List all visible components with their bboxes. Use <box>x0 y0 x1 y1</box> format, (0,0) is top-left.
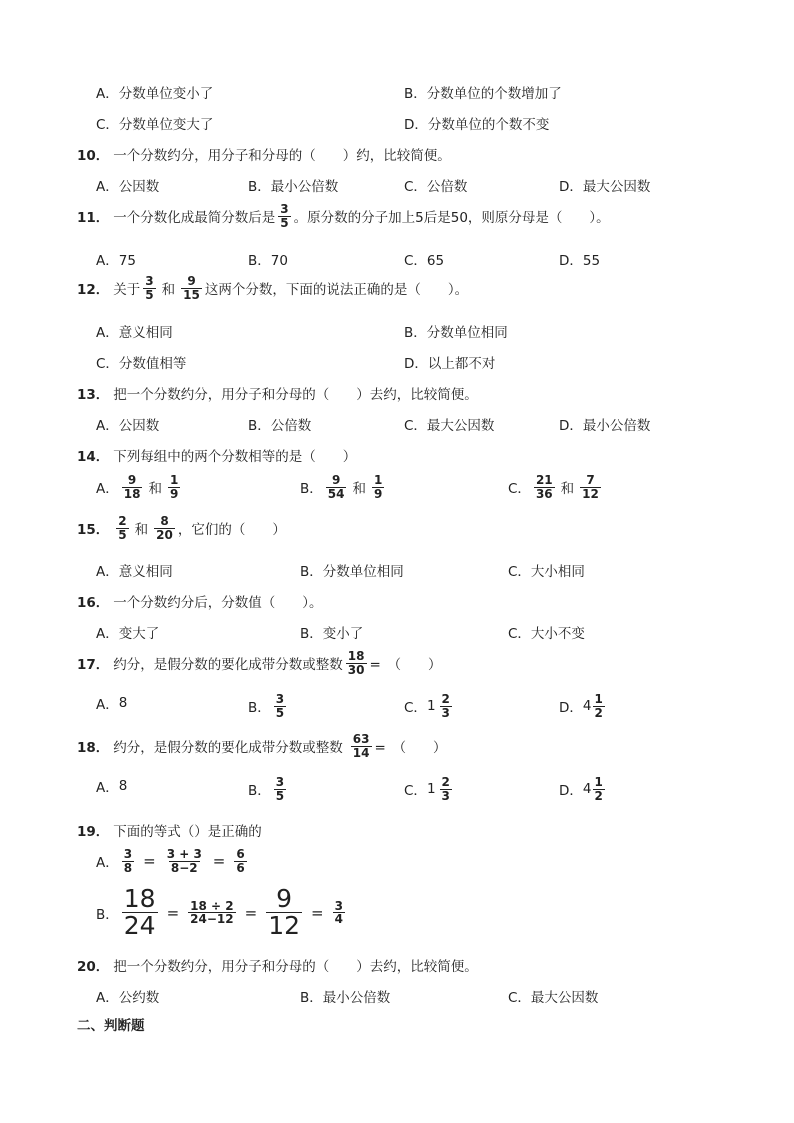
q16-option-c[interactable] <box>508 622 585 642</box>
option-text: B．分数单位相同 <box>300 564 404 580</box>
q10-option-c[interactable] <box>404 175 467 195</box>
q18-option-d[interactable] <box>559 776 608 802</box>
q14-option-a[interactable] <box>96 474 183 500</box>
fraction: $\frac{2}{5}$ <box>118 514 127 542</box>
option-text: A．变大了 <box>96 626 160 642</box>
q12-option-d[interactable] <box>404 352 495 372</box>
question-12 <box>77 275 468 301</box>
question-text-post: 这两个分数，下面的说法正确的是（ ）。 <box>204 282 469 299</box>
option-text: C．65 <box>404 253 445 269</box>
option-text: C．最大公因数 <box>508 990 599 1006</box>
q10-option-b[interactable] <box>248 175 338 195</box>
question-16 <box>77 591 323 611</box>
q18-option-c[interactable] <box>404 776 455 802</box>
option-text: D．以上都不对 <box>404 356 496 372</box>
q14-option-b[interactable] <box>300 474 387 500</box>
question-11 <box>77 203 610 229</box>
question-number: 15． <box>77 522 110 539</box>
question-text: 一个分数约分，用分子和分母的（ ）约，比较简便。 <box>113 148 451 164</box>
fraction: $\frac{3}{5}$ <box>275 775 285 803</box>
option-text: D．分数单位的个数不变 <box>404 117 550 133</box>
option-label: B． <box>96 906 119 923</box>
option-text: A．公约数 <box>96 990 160 1006</box>
option-text: C．最大公因数 <box>404 418 495 434</box>
q12-option-c[interactable] <box>96 352 186 372</box>
equals-sign: = <box>212 852 226 871</box>
mixed-whole: 1 <box>426 698 436 715</box>
q10-option-d[interactable] <box>559 175 650 195</box>
q19-option-a[interactable] <box>96 848 250 874</box>
equals-sign: = <box>166 903 180 922</box>
and-text: 和 <box>161 282 176 299</box>
fraction: $\frac{9}{18}$ <box>123 473 141 501</box>
question-number: 19． <box>77 824 110 840</box>
question-number: 16． <box>77 595 110 611</box>
q20-option-a[interactable] <box>96 986 159 1006</box>
option-text: C．大小不变 <box>508 626 585 642</box>
question-text: 一个分数约分后，分数值（ ）。 <box>113 595 323 611</box>
question-text-post: 。原分数的分子加上5后是50，则原分母是（ ）。 <box>293 210 610 227</box>
equals-sign: = <box>244 903 258 922</box>
q18-option-a[interactable] <box>96 776 127 796</box>
option-label: C． <box>508 481 531 498</box>
question-text: 关于 <box>113 282 141 299</box>
question-19 <box>77 820 262 840</box>
question-text-post: = （ ） <box>374 740 447 757</box>
fraction: $\frac{3 + 3}{8-2}$ <box>166 847 202 875</box>
option-text: C．分数单位变大了 <box>96 117 214 133</box>
q10-option-a[interactable] <box>96 175 159 195</box>
question-17 <box>77 650 442 676</box>
option-label: D． <box>559 700 583 717</box>
q17-option-a[interactable] <box>96 693 127 713</box>
and-text: 和 <box>148 481 162 498</box>
q12-option-b[interactable] <box>404 321 508 341</box>
q16-option-a[interactable] <box>96 622 159 642</box>
option-text: A．75 <box>96 253 136 269</box>
option-label: C． <box>404 783 427 800</box>
fraction: $\frac{1}{2}$ <box>594 775 603 803</box>
option-text: C．分数值相等 <box>96 356 187 372</box>
question-text: 约分，是假分数的要化成带分数或整数 <box>113 740 343 757</box>
fraction: $\frac{1}{9}$ <box>169 473 179 501</box>
option-label: A． <box>96 855 119 872</box>
option-label: D． <box>559 783 583 800</box>
mixed-whole: 1 <box>426 781 436 798</box>
question-text: 一个分数化成最简分数后是 <box>113 210 276 227</box>
question-number: 11． <box>77 210 110 227</box>
option-label: A． <box>96 697 119 713</box>
question-text: 下列每组中的两个分数相等的是（ ） <box>113 449 357 465</box>
option-text: B．最小公倍数 <box>300 990 391 1006</box>
question-text: 把一个分数约分，用分子和分母的（ ）去约，比较简便。 <box>113 387 478 403</box>
q17-option-b[interactable] <box>248 693 289 719</box>
option-text: B．分数单位的个数增加了 <box>404 86 562 102</box>
q14-option-c[interactable] <box>508 474 604 500</box>
option-text: D．最小公倍数 <box>559 418 651 434</box>
q9-option-b[interactable] <box>404 82 562 102</box>
equals-sign: = <box>311 903 324 922</box>
fraction: $\frac{6}{6}$ <box>236 847 245 875</box>
fraction: $\frac{9}{12}$ <box>268 884 301 941</box>
question-14 <box>77 445 356 465</box>
question-number: 20． <box>77 959 110 975</box>
q11-option-a[interactable] <box>96 249 136 269</box>
q13-option-c[interactable] <box>404 414 494 434</box>
and-text: 和 <box>134 522 149 539</box>
question-text: 下面的等式（）是正确的 <box>113 824 262 840</box>
q13-option-b[interactable] <box>248 414 311 434</box>
fraction: $\frac{1}{2}$ <box>594 692 603 720</box>
question-text: 把一个分数约分，用分子和分母的（ ）去约，比较简便。 <box>113 959 478 975</box>
mixed-whole: 4 <box>582 698 592 715</box>
q18-option-b[interactable] <box>248 776 289 802</box>
question-13 <box>77 383 478 403</box>
fraction: $\frac{2}{3}$ <box>441 692 450 720</box>
q15-option-c[interactable] <box>508 560 585 580</box>
option-value: 8 <box>118 778 128 794</box>
q12-option-a[interactable] <box>96 321 173 341</box>
fraction: $\frac{18 \div 2}{24-12}$ <box>190 898 234 927</box>
q16-option-b[interactable] <box>300 622 363 642</box>
option-text: B．分数单位相同 <box>404 325 508 341</box>
q17-option-d[interactable] <box>559 693 608 719</box>
option-text: A．意义相同 <box>96 325 173 341</box>
q11-option-b[interactable] <box>248 249 288 269</box>
q9-option-a[interactable] <box>96 82 213 102</box>
fraction: $\frac{18}{30}$ <box>347 649 365 677</box>
q19-option-b[interactable] <box>96 886 348 940</box>
question-18 <box>77 733 447 759</box>
fraction: $\frac{9}{15}$ <box>183 274 200 302</box>
option-text: C．公倍数 <box>404 179 468 195</box>
option-text: C．大小相同 <box>508 564 585 580</box>
option-label: B． <box>248 783 271 800</box>
fraction: $\frac{3}{5}$ <box>145 274 154 302</box>
mixed-whole: 4 <box>582 781 592 798</box>
option-value: 8 <box>118 695 128 711</box>
q13-option-d[interactable] <box>559 414 650 434</box>
option-label: B． <box>300 481 323 498</box>
fraction: $\frac{3}{5}$ <box>275 692 285 720</box>
q20-option-c[interactable] <box>508 986 598 1006</box>
question-number: 18． <box>77 740 110 757</box>
fraction: $\frac{7}{12}$ <box>582 473 599 501</box>
question-number: 12． <box>77 282 110 299</box>
question-10 <box>77 144 451 164</box>
question-15 <box>77 515 286 541</box>
question-number: 14． <box>77 449 110 465</box>
fraction: $\frac{21}{36}$ <box>535 473 553 501</box>
and-text: 和 <box>560 481 575 498</box>
fraction: $\frac{8}{20}$ <box>156 514 173 542</box>
option-text: A．意义相同 <box>96 564 173 580</box>
option-text: B．公倍数 <box>248 418 312 434</box>
fraction: $\frac{63}{14}$ <box>352 732 370 760</box>
fraction: $\frac{3}{4}$ <box>334 898 343 927</box>
option-text: B．70 <box>248 253 288 269</box>
option-label: C． <box>404 700 427 717</box>
question-number: 10． <box>77 148 110 164</box>
fraction: $\frac{9}{54}$ <box>327 473 345 501</box>
option-label: A． <box>96 481 119 498</box>
question-text: 约分，是假分数的要化成带分数或整数 <box>113 657 343 674</box>
equals-sign: = <box>143 852 156 871</box>
option-text: D．最大公因数 <box>559 179 651 195</box>
q11-option-d[interactable] <box>559 249 600 269</box>
fraction: $\frac{3}{8}$ <box>123 847 133 875</box>
question-text-post: = （ ） <box>369 657 442 674</box>
option-label: B． <box>248 700 271 717</box>
option-label: A． <box>96 780 119 796</box>
q20-option-b[interactable] <box>300 986 390 1006</box>
section-heading <box>77 1014 145 1034</box>
q15-option-b[interactable] <box>300 560 404 580</box>
fraction: $\frac{2}{3}$ <box>441 775 450 803</box>
question-number: 17． <box>77 657 110 674</box>
q15-option-a[interactable] <box>96 560 173 580</box>
fraction: $\frac{3}{5}$ <box>280 202 289 230</box>
question-number: 13． <box>77 387 110 403</box>
question-text-post: ，它们的（ ） <box>177 522 286 539</box>
fraction: $\frac{1}{9}$ <box>373 473 383 501</box>
option-text: A．公因数 <box>96 179 160 195</box>
and-text: 和 <box>352 481 366 498</box>
option-text: D．55 <box>559 253 601 269</box>
q11-option-c[interactable] <box>404 249 444 269</box>
option-text: B．最小公倍数 <box>248 179 339 195</box>
q9-option-d[interactable] <box>404 113 549 133</box>
section-title: 二、判断题 <box>77 1018 145 1034</box>
q9-option-c[interactable] <box>96 113 213 133</box>
fraction: $\frac{18}{24}$ <box>123 884 156 941</box>
q13-option-a[interactable] <box>96 414 159 434</box>
q17-option-c[interactable] <box>404 693 455 719</box>
question-20 <box>77 955 478 975</box>
option-text: A．公因数 <box>96 418 160 434</box>
option-text: B．变小了 <box>300 626 364 642</box>
option-text: A．分数单位变小了 <box>96 86 214 102</box>
